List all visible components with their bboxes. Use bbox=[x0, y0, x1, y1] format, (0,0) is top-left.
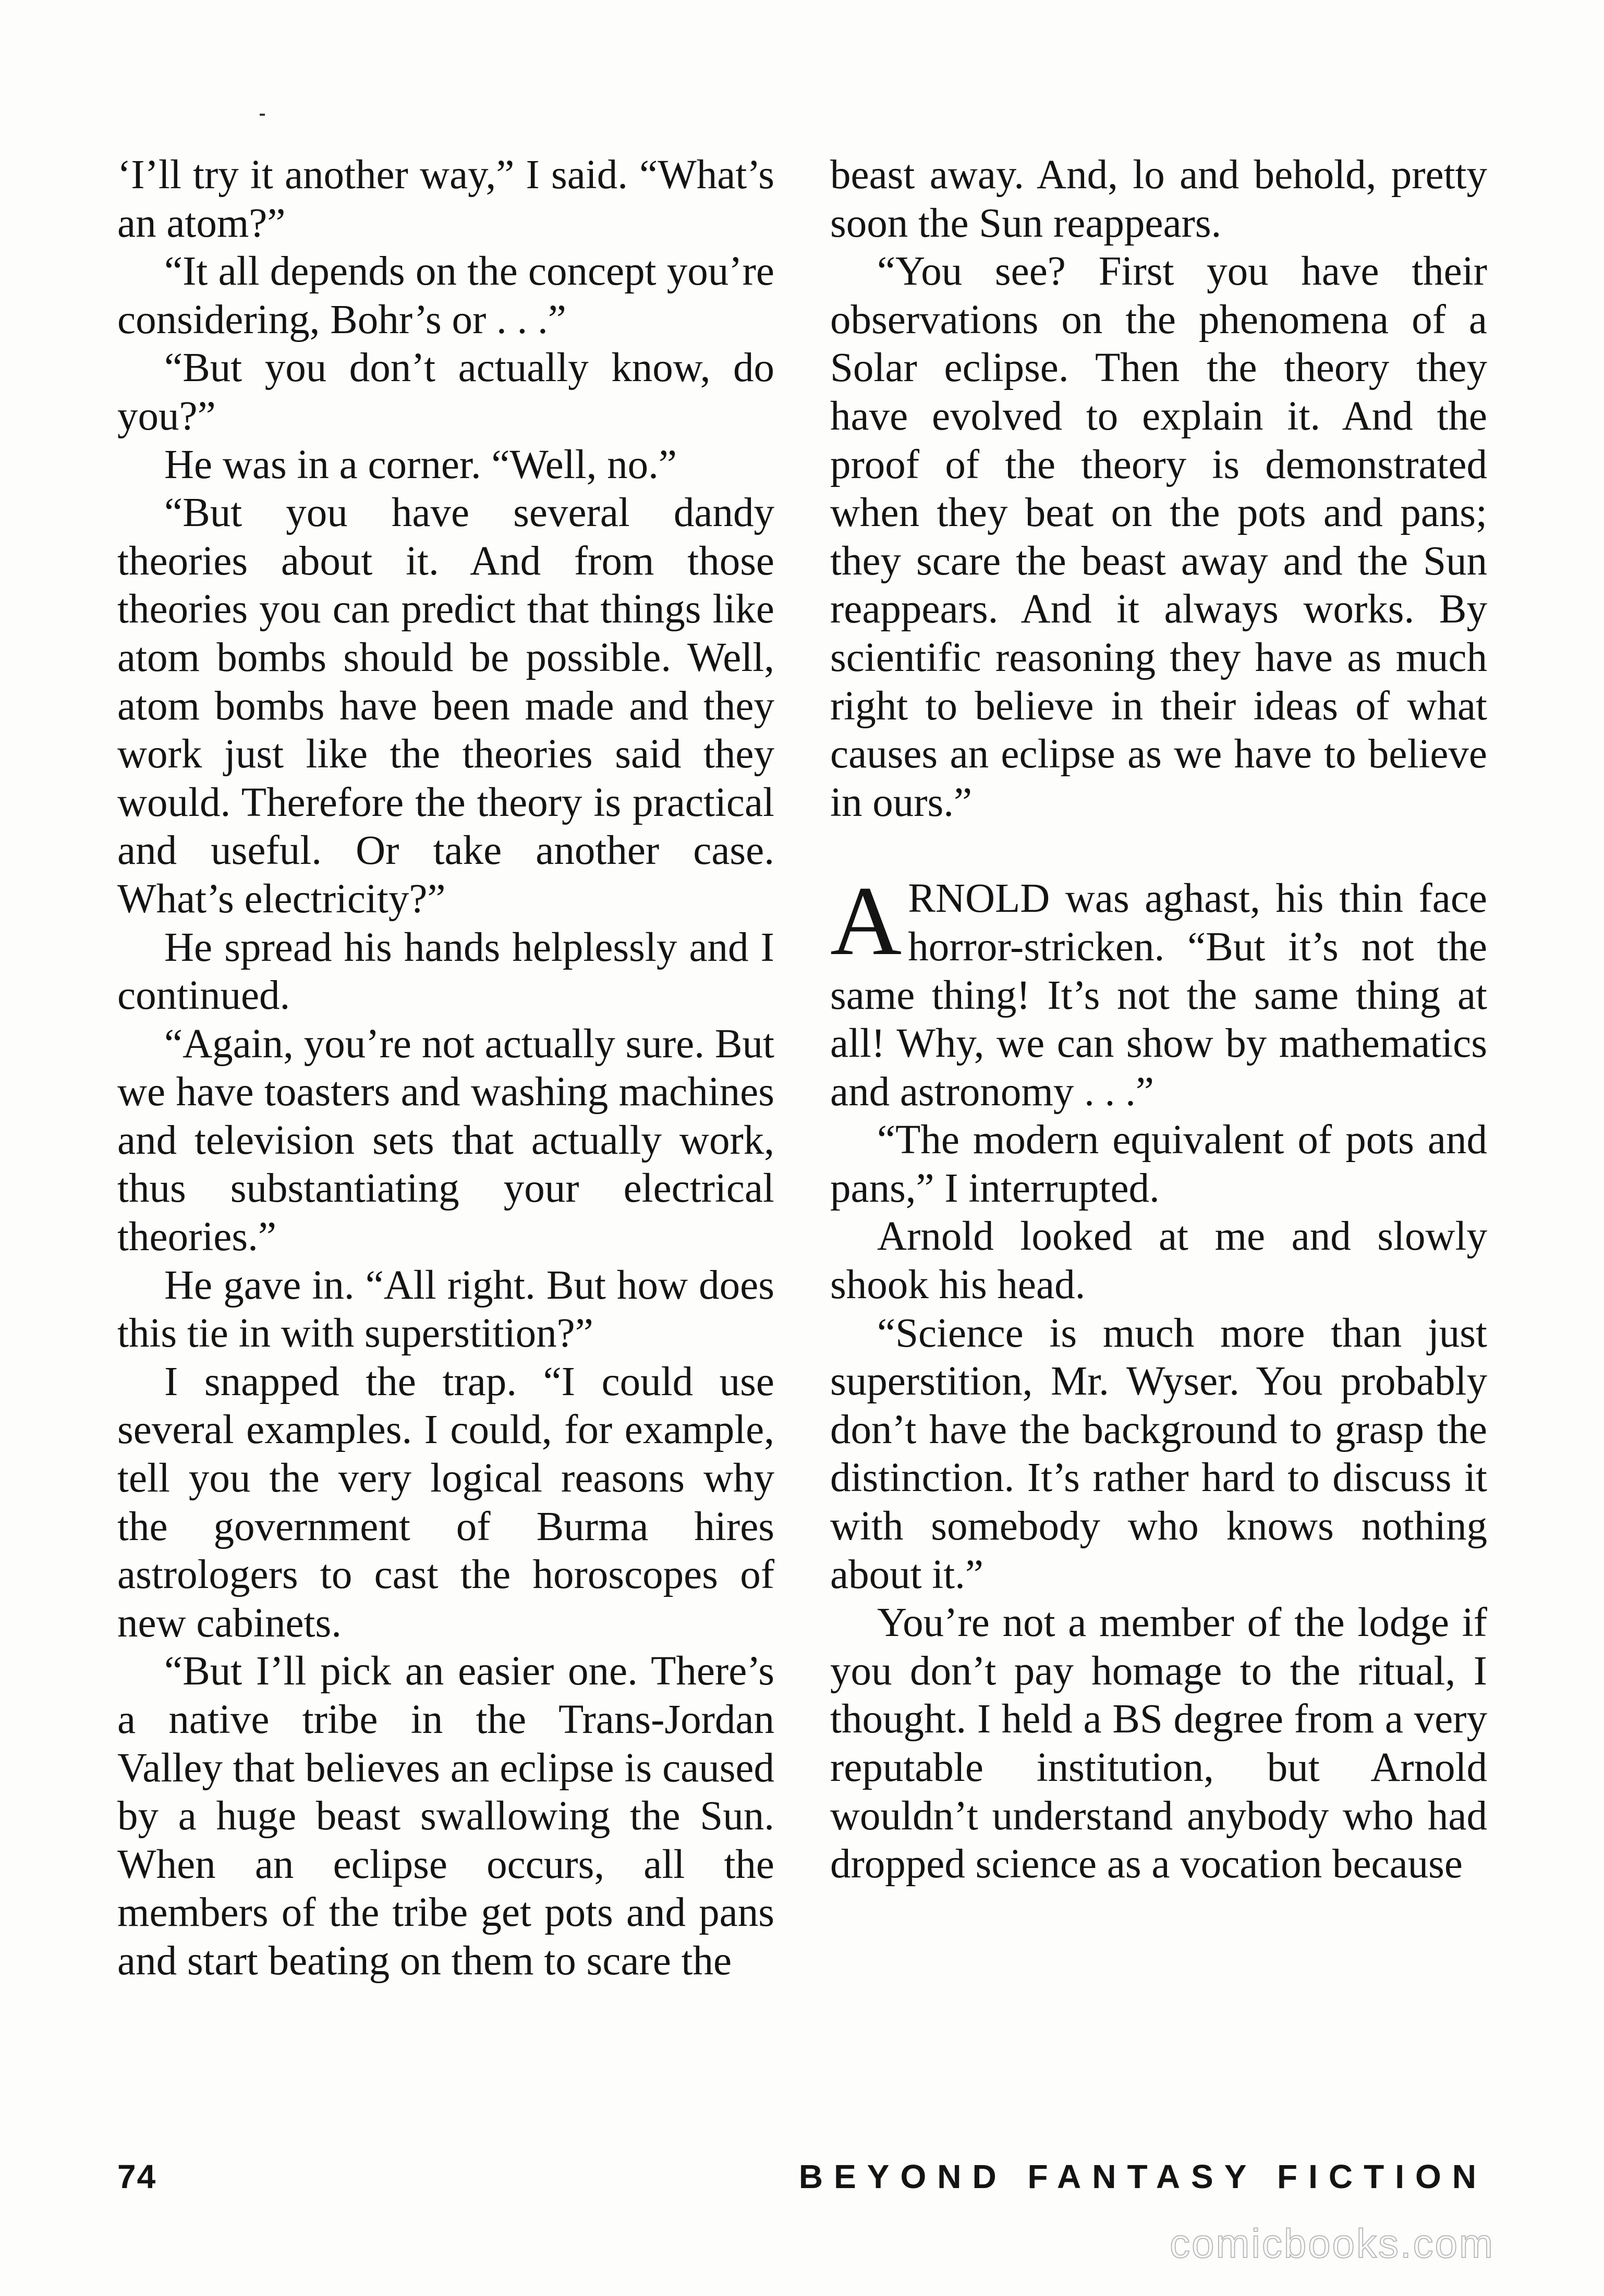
paragraph: I snapped the trap. “I could use several examples. I could, for example, tell you the very logical reasons why the government of Burma hires astrologers to cast the horoscopes of new cabinets. bbox=[117, 1359, 774, 1646]
paragraph: “It all depends on the concept you’re considering, Bohr’s or . . .” bbox=[117, 249, 774, 343]
paragraph: He gave in. “All right. But how does this tie in with superstition?” bbox=[117, 1262, 774, 1357]
paragraph: “Again, you’re not actually sure. But we have toasters and washing machines and television sets that actually work, thus substantiating your electrical theories.” bbox=[117, 1021, 774, 1260]
paragraph: You’re not a member of the lodge if you don’t pay homage to the ritual, I thought. I held a BS degree from a very reputable institution, but Arnold wouldn’t understand anybody who had dropped science as a vocation because bbox=[830, 1600, 1487, 1887]
paragraph: “The modern equivalent of pots and pans,” I interrupted. bbox=[830, 1117, 1487, 1211]
paragraph-continuation: beast away. And, lo and behold, pretty soon the Sun reappears. bbox=[830, 152, 1487, 246]
paragraph: “Science is much more than just superstition, Mr. Wyser. You probably don’t have the background to grasp the distinction. It’s rather hard to discuss it with somebody who knows nothing about it.” bbox=[830, 1310, 1487, 1597]
paragraph: Arnold looked at me and slowly shook his head. bbox=[830, 1214, 1487, 1308]
right-text-column bbox=[830, 151, 1487, 1889]
paragraph: “But you have several dandy theories about it. And from those theories you can predict that things like atom bombs should be possible. Well, atom bombs have been made and they work just like the theories said they would. Therefore the theory is practical and useful. Or take another case. What’s electricity?” bbox=[117, 490, 774, 922]
drop-cap: A bbox=[830, 866, 902, 976]
paragraph: “You see? First you have their observations on the phenomena of a Solar eclipse. Then the theory they have evolved to explain it. And the proof of the theory is demonstrated when they beat on the pots and pans; they scare the beast away and the Sun reappears. And it always works. By scientific reasoning they have as much right to believe in their ideas of what causes an eclipse as we have to believe in ours.” bbox=[830, 249, 1487, 825]
print-speck bbox=[260, 114, 265, 116]
section-opening-paragraph bbox=[830, 866, 1487, 1116]
running-title: BEYOND FANTASY FICTION bbox=[798, 2158, 1487, 2195]
section-opening-text: RNOLD was aghast, his thin face horror-stricken. “But it’s not the same thing! It’s not the same thing at all! Why, we can show by mathematics and astronomy . . .” bbox=[830, 876, 1487, 1115]
paragraph: He was in a corner. “Well, no.” bbox=[164, 442, 677, 487]
page-footer bbox=[117, 2157, 1487, 2204]
paragraph: “But you don’t actually know, do you?” bbox=[117, 345, 774, 439]
watermark: comicbooks.com bbox=[1170, 2220, 1494, 2266]
page-number: 74 bbox=[117, 2158, 157, 2195]
paragraph: ‘I’ll try it another way,” I said. “What’s an atom?” bbox=[117, 152, 774, 246]
paragraph: “But I’ll pick an easier one. There’s a native tribe in the Trans-Jordan Valley that believes an eclipse is caused by a huge beast swallowing the Sun. When an eclipse occurs, all the members of the tribe get pots and pans and start beating on them to scare the bbox=[117, 1648, 774, 1984]
left-text-column bbox=[117, 151, 774, 1986]
paragraph: He spread his hands helplessly and I continued. bbox=[117, 924, 774, 1019]
